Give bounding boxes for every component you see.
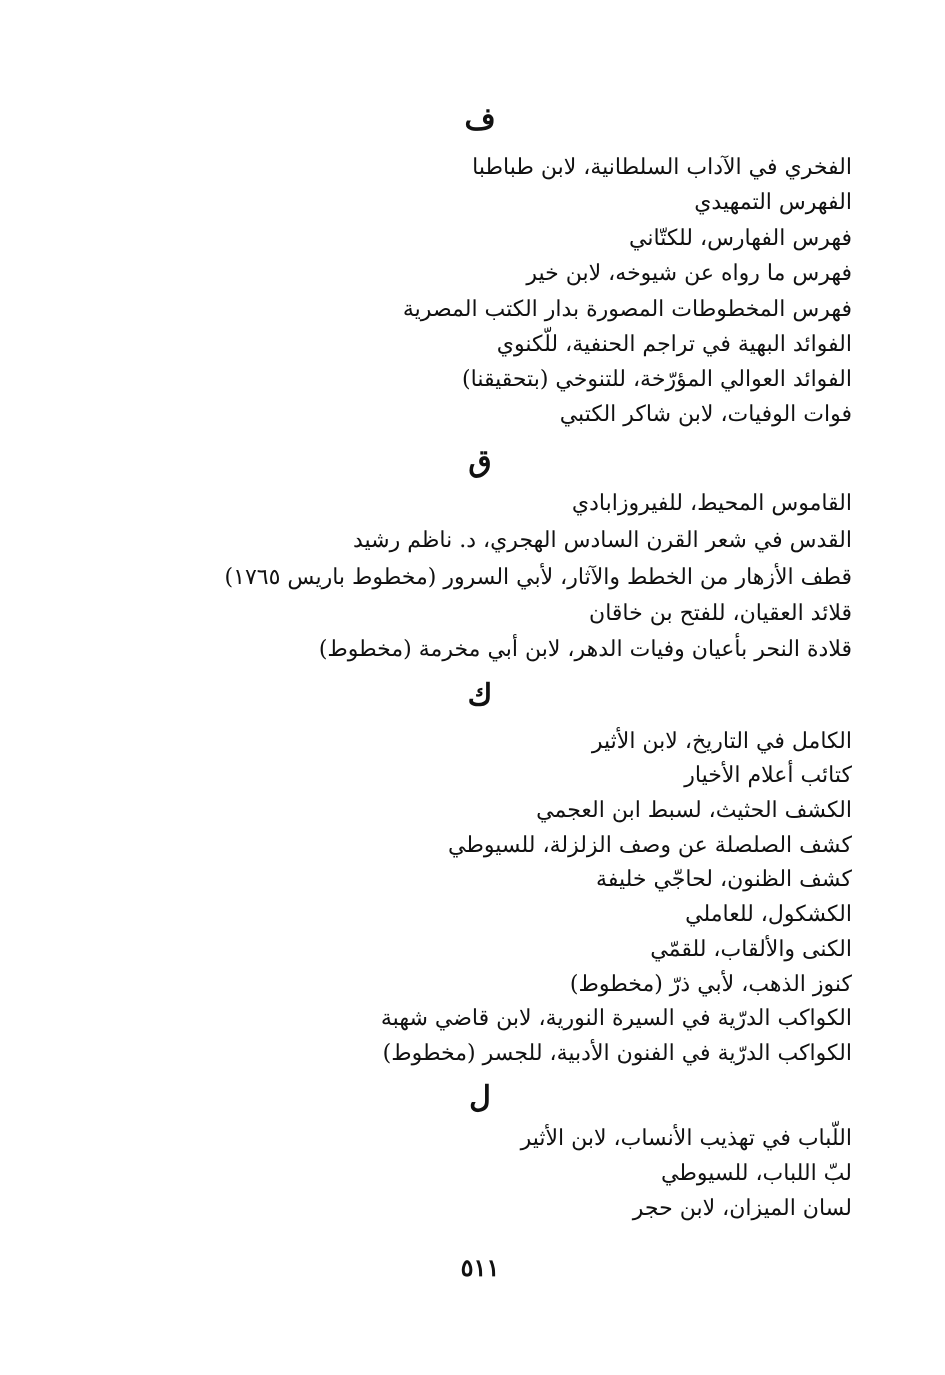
bibliography-entry: القاموس المحيط، للفيروزابادي: [571, 491, 852, 516]
bibliography-entry: اللّباب في تهذيب الأنساب، لابن الأثير: [520, 1126, 852, 1151]
section-heading-lam: ل: [469, 1080, 491, 1115]
bibliography-entry: قطف الأزهار من الخطط والآثار، لأبي السرور (مخطوط باريس ١٧٦٥): [224, 565, 852, 590]
bibliography-entry: الكواكب الدرّية في الفنون الأدبية، للجسر (مخطوط): [382, 1041, 852, 1066]
bibliography-entry: الفوائد العوالي المؤرّخة، للتنوخي (بتحقيقنا): [462, 367, 852, 392]
bibliography-entry: الفهرس التمهيدي: [694, 190, 852, 215]
bibliography-entry: قلائد العقيان، للفتح بن خاقان: [589, 601, 852, 626]
bibliography-entry: الكشف الحثيث، لسبط ابن العجمي: [536, 798, 852, 823]
bibliography-entry: قلادة النحر بأعيان وفيات الدهر، لابن أبي مخرمة (مخطوط): [318, 637, 852, 662]
bibliography-entry: الكنى والألقاب، للقمّي: [650, 937, 852, 962]
section-heading-qaf: ق: [468, 444, 492, 479]
bibliography-entry: فهرس ما رواه عن شيوخه، لابن خير: [526, 261, 852, 286]
bibliography-entry: كنوز الذهب، لأبي ذرّ (مخطوط): [569, 972, 852, 997]
bibliography-entry: كشف الظنون، لحاجّي خليفة: [596, 867, 852, 892]
section-heading-kaf: ك: [467, 678, 493, 713]
bibliography-entry: كتائب أعلام الأخيار: [684, 763, 852, 788]
bibliography-entry: فهرس المخطوطات المصورة بدار الكتب المصرية: [402, 297, 852, 322]
bibliography-entry: الكشكول، للعاملي: [685, 902, 852, 927]
section-heading-fa: ف: [464, 102, 496, 137]
bibliography-entry: الفخري في الآداب السلطانية، لابن طباطبا: [472, 155, 852, 180]
bibliography-entry: الفوائد البهية في تراجم الحنفية، للّكنوي: [496, 332, 852, 357]
page-number: ٥١١: [460, 1253, 500, 1282]
bibliography-entry: الكامل في التاريخ، لابن الأثير: [591, 729, 852, 754]
bibliography-entry: كشف الصلصلة عن وصف الزلزلة، للسيوطي: [448, 833, 852, 858]
bibliography-entry: لسان الميزان، لابن حجر: [632, 1196, 852, 1221]
bibliography-entry: الكواكب الدرّية في السيرة النورية، لابن قاضي شهبة: [380, 1006, 852, 1031]
bibliography-entry: لبّ اللباب، للسيوطي: [660, 1161, 852, 1186]
bibliography-entry: القدس في شعر القرن السادس الهجري، د. ناظم رشيد: [353, 528, 852, 553]
bibliography-entry: فوات الوفيات، لابن شاكر الكتبي: [559, 402, 852, 427]
bibliography-entry: فهرس الفهارس، للكتّاني: [629, 226, 852, 251]
